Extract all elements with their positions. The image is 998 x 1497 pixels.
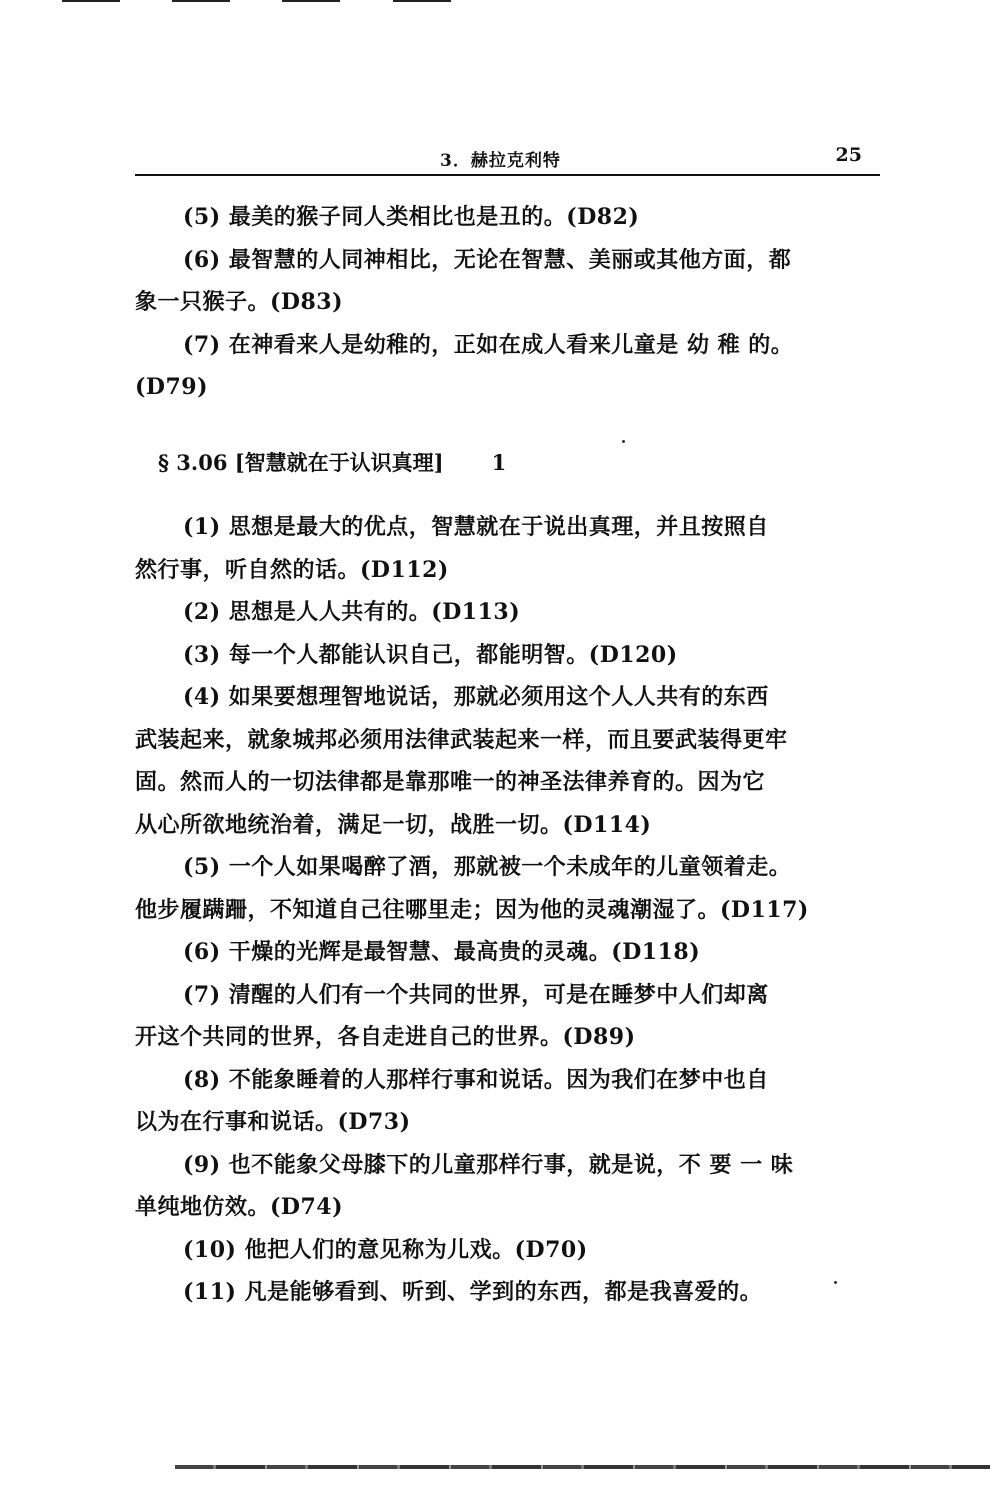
- text-line: (1) 思想是最大的优点，智慧就在于说出真理，并且按照自: [183, 514, 769, 540]
- text-line: 象一只猴子。(D83): [135, 289, 344, 315]
- text-line: 固。然而人的一切法律都是靠那唯一的神圣法律养育的。因为它: [135, 769, 766, 795]
- section-heading: [158, 447, 506, 477]
- text-line: (5) 一个人如果喝醉了酒，那就被一个未成年的儿童领着走。: [183, 854, 792, 880]
- text-line: (4) 如果要想理智地说话，那就必须用这个人人共有的东西: [183, 684, 769, 710]
- scan-mark: [62, 0, 120, 2]
- running-header: [135, 140, 880, 176]
- scan-mark: [172, 0, 230, 2]
- text-line: (6) 最智慧的人同神相比，无论在智慧、美丽或其他方面，都: [183, 246, 792, 273]
- section-label: § 3.06 [智慧就在于认识真理]: [158, 450, 444, 475]
- text-line: 从心所欲地统治着，满足一切，战胜一切。(D114): [135, 811, 652, 838]
- text-line: (8) 不能象睡着的人那样行事和说话。因为我们在梦中也自: [183, 1066, 769, 1093]
- text-line: 开这个共同的世界，各自走进自己的世界。(D89): [135, 1024, 636, 1050]
- text-block-upper: [135, 196, 885, 409]
- text-line: 武装起来，就象城邦必须用法律武装起来一样，而且要武装得更牢: [135, 726, 788, 753]
- text-line: (7) 在神看来人是幼稚的，正如在成人看来儿童是 幼 稚 的。: [183, 331, 794, 358]
- text-block-lower: [135, 506, 885, 1314]
- scan-mark: [393, 0, 451, 2]
- scan-mark: [282, 0, 340, 2]
- text-line: 他步履蹒跚，不知道自己往哪里走；因为他的灵魂潮湿了。(D117): [135, 896, 809, 923]
- text-line: (10) 他把人们的意见称为儿戏。(D70): [183, 1236, 588, 1263]
- section-number: 1: [491, 450, 507, 475]
- text-line: (11) 凡是能够看到、听到、学到的东西，都是我喜爱的。: [183, 1279, 763, 1305]
- text-line: (2) 思想是人人共有的。(D113): [183, 599, 521, 625]
- text-line: 然行事，听自然的话。(D112): [135, 556, 449, 583]
- page-number: 25: [835, 144, 862, 166]
- text-line: 以为在行事和说话。(D73): [135, 1109, 411, 1135]
- scan-speck: [622, 440, 625, 443]
- text-line: (7) 清醒的人们有一个共同的世界，可是在睡梦中人们却离: [183, 981, 769, 1008]
- text-line: (9) 也不能象父母膝下的儿童那样行事，就是说，不 要 一 味: [183, 1151, 794, 1178]
- scan-speck: [834, 1281, 837, 1284]
- running-title: 3．赫拉克利特: [440, 151, 561, 171]
- scan-bottom-edge: [175, 1465, 990, 1469]
- text-line: 单纯地仿效。(D74): [135, 1194, 344, 1220]
- text-line: (6) 干燥的光辉是最智慧、最高贵的灵魂。(D118): [183, 939, 701, 965]
- text-line: (3) 每一个人都能认识自己，都能明智。(D120): [183, 641, 678, 668]
- text-line: (D79): [135, 374, 209, 400]
- text-line: (5) 最美的猴子同人类相比也是丑的。(D82): [183, 204, 640, 230]
